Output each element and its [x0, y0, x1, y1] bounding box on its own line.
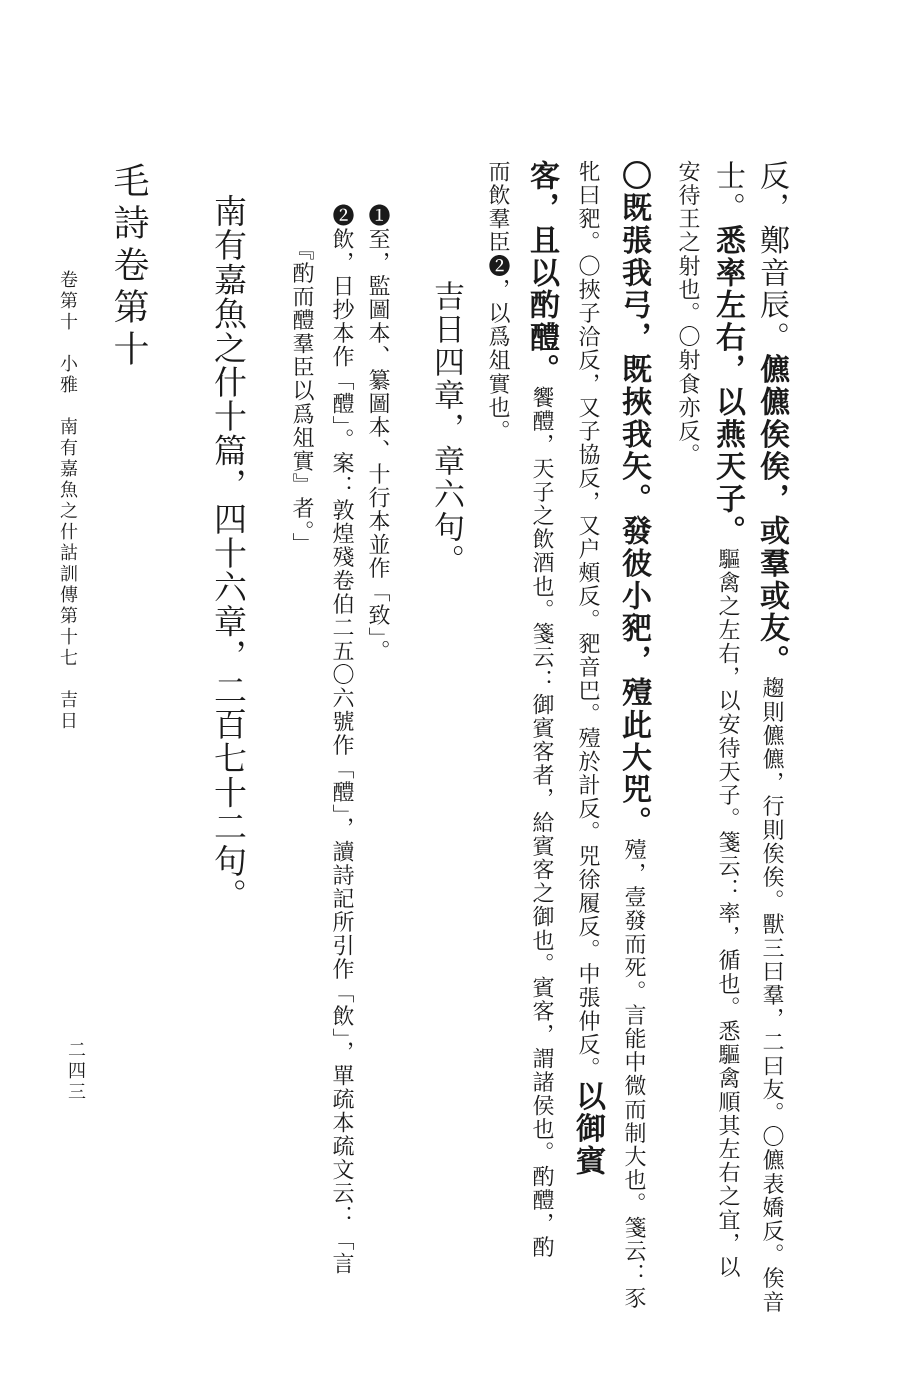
- commentary-text: 驅禽之左右，以安待天子。箋云：率，循也。悉驅禽順其左右之宜，以: [715, 547, 740, 1280]
- commentary-text: 牝曰豝。〇挾子洽反，又子協反，又户頰反。豝音巴。殪於計反。兕徐履反。中張仲反。: [575, 160, 600, 1081]
- commentary-text: 饗醴，天子之飲酒也。箋云：御賓客者，給賓客之御也。賓客，謂諸侯也。酌醴，酌: [529, 386, 554, 1260]
- section-summary: 南有嘉魚之什十篇，四十六章，二百七十二句。: [209, 194, 248, 913]
- footnote-2: ❷飲，日抄本作「醴」。案：敦煌殘卷伯二五〇六號作「醴」，讀詩記所引作「飲」，單疏本疏文云：「言: [329, 204, 354, 1276]
- chapter-summary: 吉日四章，章六句。: [428, 280, 464, 577]
- commentary-text: 安待王之射也。〇射食亦反。: [675, 160, 700, 467]
- verse-text: 以御賓: [570, 1080, 605, 1178]
- verse-text: 發彼小豝，殪此大兕。: [616, 515, 651, 839]
- footnote-3: 『酌而醴羣臣以爲俎實』者。」: [289, 238, 314, 556]
- text-column-2: [710, 160, 745, 1290]
- verse-text: 儦儦俟俟，或羣或友。: [754, 353, 789, 677]
- commentary-text: 趨則儦儦，行則俟俟。獸三曰羣，二曰友。〇儦表嬌反。俟音: [759, 676, 784, 1315]
- page-number: 二四三: [65, 1040, 86, 1103]
- commentary-text: 而飲羣臣❷，以爲俎實也。: [485, 160, 510, 444]
- running-head: 卷第十 小雅 南有嘉魚之什詁訓傳第十七 吉日: [57, 270, 78, 732]
- footnote-1: ❶至，監圖本、纂圖本、十行本並作「致」。: [365, 204, 390, 663]
- text-column-4: [616, 160, 651, 1311]
- verse-text: 悉率左右，以燕天子。: [710, 224, 745, 548]
- commentary-text: 殪，壹發而死。言能中微而制大也。箋云：豕: [621, 838, 646, 1311]
- text-column-1: [754, 160, 789, 1315]
- verse-text: 客，且以酌醴。: [524, 160, 559, 387]
- text-column-3: [676, 160, 698, 1250]
- text-column-5: [570, 160, 605, 1290]
- verse-text: 〇既張我弓，既挾我矢。: [616, 160, 651, 516]
- text-column-6: [524, 160, 559, 1290]
- text-column-7: [486, 160, 508, 1250]
- volume-title: 毛詩卷第十: [108, 162, 149, 372]
- text-segment: 士。: [710, 160, 745, 225]
- text-segment: 反，鄭音辰。: [754, 160, 789, 354]
